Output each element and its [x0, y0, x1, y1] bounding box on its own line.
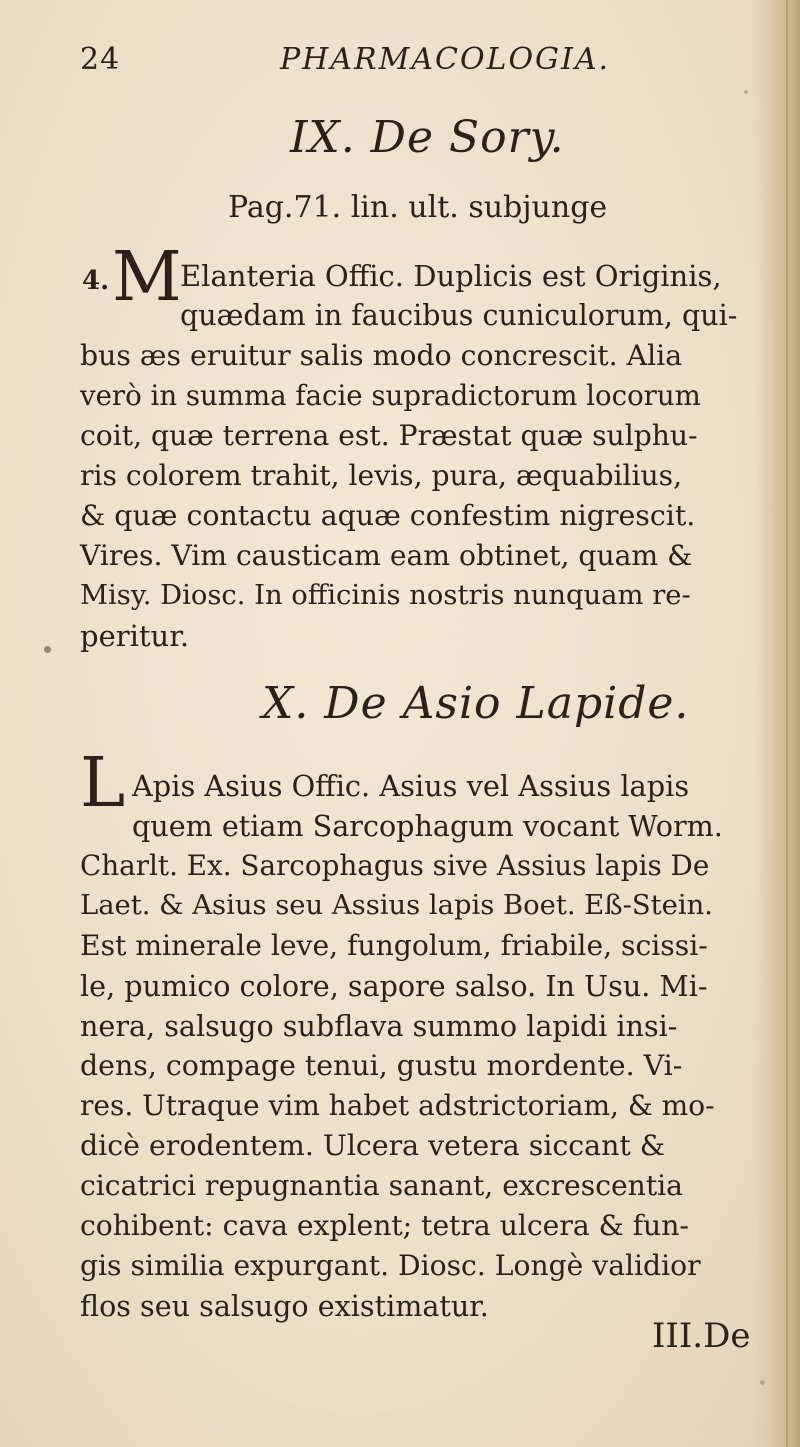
text-line: coit, quæ terrena est. Præstat quæ sulphu- — [80, 419, 698, 452]
text-line: peritur. — [80, 619, 190, 653]
text-line: nera, salsugo subflava summo lapidi insi- — [80, 1009, 678, 1043]
text-line: Vires. Vim causticam eam obtinet, quam & — [80, 539, 693, 572]
text-line: Charlt. Ex. Sarcophagus sive Assius lapis De — [80, 849, 710, 882]
reference-line: Pag.71. lin. ult. subjunge — [228, 190, 608, 225]
entry-number: 4. — [82, 266, 110, 296]
text-line: Apis Asius Offic. Asius vel Assius lapis — [132, 769, 690, 803]
text-line: Misy. Diosc. In officinis nostris nunquam re- — [80, 580, 691, 611]
running-title: PHARMACOLOGIA. — [280, 42, 611, 77]
dropcap-l: L — [80, 744, 126, 823]
text-line: le, pumico colore, sapore salso. In Usu. Mi- — [80, 969, 708, 1003]
text-line: bus æs eruitur salis modo concrescit. Alia — [80, 339, 683, 372]
running-head — [0, 42, 800, 82]
text-line: dens, compage tenui, gustu mordente. Vi- — [80, 1049, 683, 1082]
section-heading-x: X. De Asio Lapide. — [262, 678, 690, 729]
text-line: cicatrici repugnantia sanant, excrescentia — [80, 1169, 683, 1202]
section-heading-ix: IX. De Sory. — [290, 112, 565, 163]
text-line: & quæ contactu aquæ confestim nigrescit. — [80, 499, 696, 532]
text-line: Elanteria Offic. Duplicis est Originis, — [180, 259, 722, 293]
text-line: cohibent: cava explent; tetra ulcera & fun- — [80, 1209, 689, 1242]
paper-speck — [760, 1380, 765, 1385]
text-line: Laet. & Asius seu Assius lapis Boet. Eß-Stein. — [80, 890, 713, 921]
text-line: Est minerale leve, fungolum, friabile, scissi- — [80, 929, 708, 962]
dropcap-m: M — [112, 238, 182, 317]
page-number: 24 — [80, 42, 121, 77]
paper-speck — [44, 646, 51, 653]
page-gutter-shadow — [754, 0, 800, 1447]
text-line: quem etiam Sarcophagum vocant Worm. — [132, 809, 723, 843]
gutter-edge-line — [786, 0, 788, 1447]
text-line: ris colorem trahit, levis, pura, æquabilius, — [80, 459, 683, 492]
text-line: res. Utraque vim habet adstrictoriam, & mo- — [80, 1089, 715, 1122]
paper-speck — [744, 90, 748, 94]
text-line: gis similia expurgant. Diosc. Longè validior — [80, 1249, 701, 1282]
catchword: III.De — [652, 1316, 751, 1356]
text-line: dicè erodentem. Ulcera vetera siccant & — [80, 1129, 666, 1162]
text-line: verò in summa facie supradictorum locorum — [80, 379, 701, 412]
text-line: flos seu salsugo existimatur. — [80, 1289, 489, 1323]
text-line: quædam in faucibus cuniculorum, qui- — [180, 299, 738, 332]
